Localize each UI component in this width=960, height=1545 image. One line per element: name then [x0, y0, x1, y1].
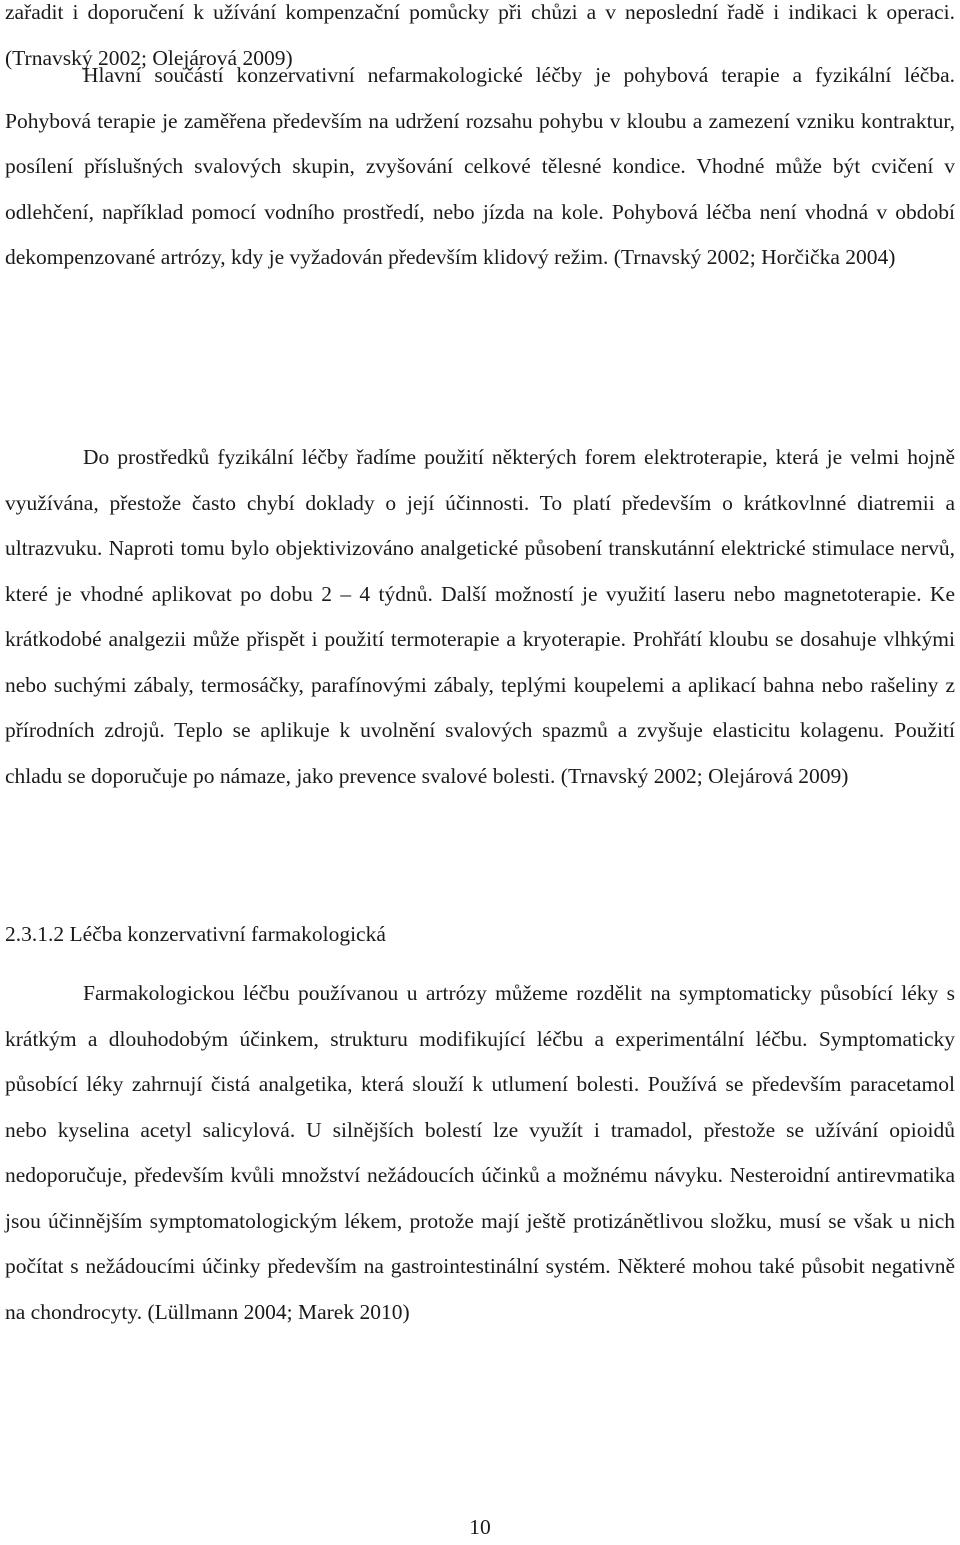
- paragraph-pharmacological: Farmakologickou léčbu používanou u artrózy můžeme rozdělit na symptomaticky působící léky s krátkým a dlouhodobým účinkem, strukturu modifikující léčbu a experimentální léčbu. Symptomaticky působící léky zahrnují čistá analgetika, která slouží k utlumení bolesti. Používá se především paracetamol nebo kyselina acetyl salicylová. U silnějších bolestí lze využít i tramadol, přestože se užívání opioidů nedoporučuje, především kvůli množství nežádoucích účinků a možnému návyku. Nesteroidní antirevmatika jsou účinnějším symptomatologickým lékem, protože mají ještě protizánětlivou složku, musí se však u nich počítat s nežádoucími účinky především na gastrointestinální systém. Některé mohou také působit negativně na chondrocyty. (Lüllmann 2004; Marek 2010): [5, 981, 955, 1324]
- paragraph-physiotherapy-means: Do prostředků fyzikální léčby řadíme použití některých forem elektroterapie, která je velmi hojně využívána, přestože často chybí doklady o její účinnosti. To platí především o krátkovlnné diatremii a ultrazvuku. Naproti tomu bylo objektivizováno analgetické působení transkutánní elektrické stimulace nervů, které je vhodné aplikovat po dobu 2 – 4 týdnů. Další možností je využití laseru nebo magnetoterapie. Ke krátkodobé analgezii může přispět i použití termoterapie a kryoterapie. Prohřátí kloubu se dosahuje vlhkými nebo suchými zábaly, termosáčky, parafínovými zábaly, teplými koupelemi a aplikací bahna nebo rašeliny z přírodních zdrojů. Teplo se aplikuje k uvolnění svalových spazmů a zvyšuje elasticitu kolagenu. Použití chladu se doporučuje po námaze, jako prevence svalové bolesti. (Trnavský 2002; Olejárová 2009): [5, 445, 955, 788]
- page-number: 10: [469, 1515, 491, 1539]
- section-heading: 2.3.1.2 Léčba konzervativní farmakologická: [5, 922, 386, 946]
- paragraph-physical-therapy: Hlavní součástí konzervativní nefarmakologické léčby je pohybová terapie a fyzikální léčba. Pohybová terapie je zaměřena především na udržení rozsahu pohybu v kloubu a zamezení vzniku kontraktur, posílení příslušných svalových skupin, zvyšování celkové tělesné kondice. Vhodné může být cvičení v odlehčení, například pomocí vodního prostředí, nebo jízda na kole. Pohybová léčba není vhodná v období dekompenzované artrózy, kdy je vyžadován především klidový režim. (Trnavský 2002; Horčička 2004): [5, 63, 955, 269]
- paragraph-continuation: zařadit i doporučení k užívání kompenzační pomůcky při chůzi a v neposlední řadě i indikaci k operaci. (Trnavský 2002; Olejárová 2009): [5, 0, 955, 70]
